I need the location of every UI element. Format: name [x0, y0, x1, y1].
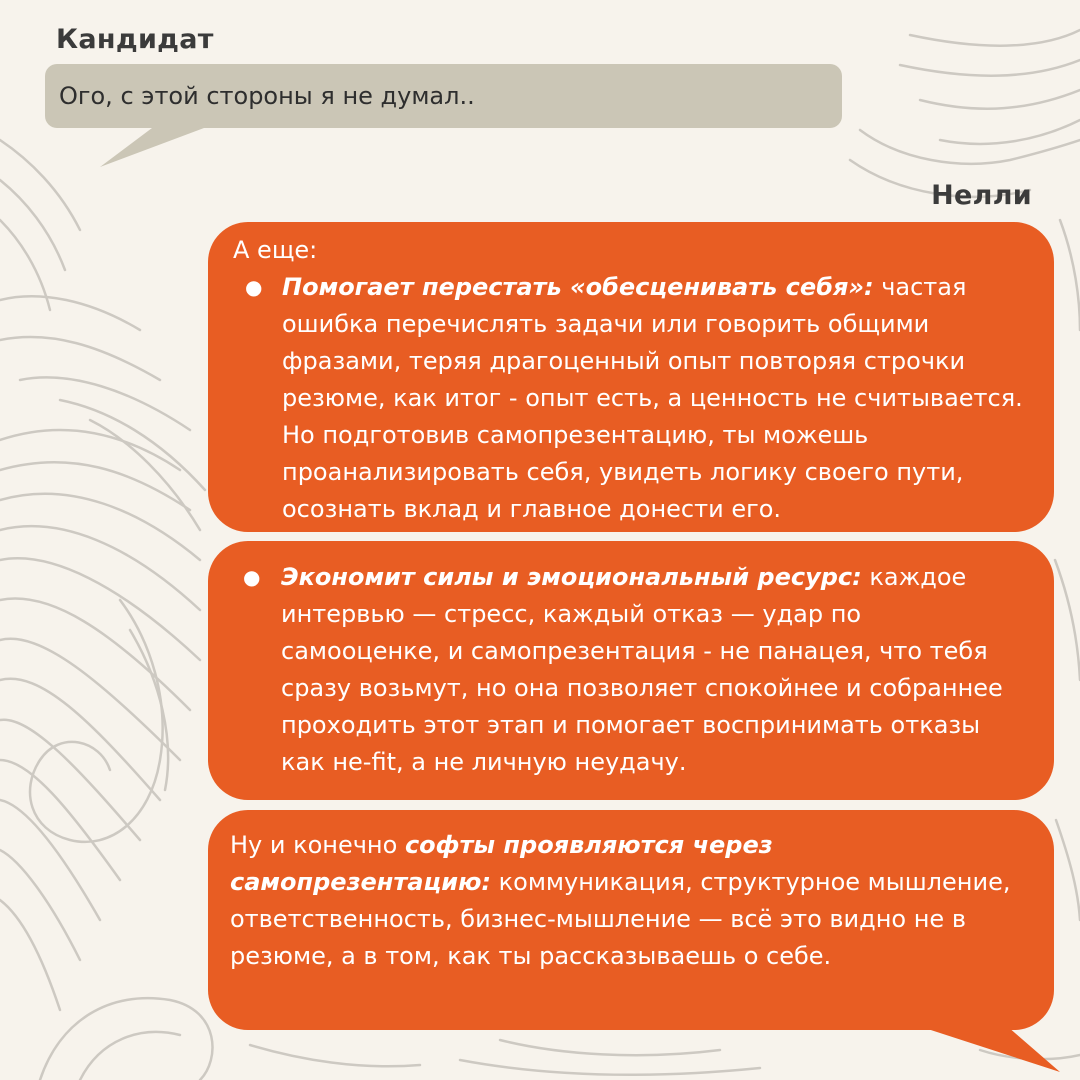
item-highlight: Экономит силы и эмоциональный ресурс:	[281, 563, 862, 591]
nelli-message-bubble-1	[208, 222, 1054, 532]
item-highlight: Помогает перестать «обесценивать себя»:	[282, 273, 874, 301]
list-item	[243, 559, 1024, 781]
bubble3-highlight: софты проявляются через самопрезентацию:	[230, 831, 773, 896]
nelli-message-bubble-2	[208, 541, 1054, 800]
candidate-message-text: Ого, с этой стороны я не думал..	[59, 82, 475, 110]
nelli-name: Нелли	[931, 180, 1032, 211]
bubble3-lead-text: Ну и конечно	[230, 831, 405, 859]
bubble-intro-text: А еще:	[233, 236, 318, 264]
bullet-icon: ●	[245, 275, 263, 299]
candidate-bubble-tail	[80, 122, 280, 182]
bubble3-text: коммуникация, структурное мышление, ответственность, бизнес-мышление — всё это видно не в резюме, а в том, как ты рассказываешь о себе.	[230, 868, 1011, 970]
item-text: каждое интервью — стресс, каждый отказ — удар по самооценке, и самопрезентация - не панацея, что тебя сразу возьмут, но она позволяет спокойнее и собраннее проходить этот этап и помогает воспринимать отказы как не-fit, а не личную неудачу.	[281, 563, 1003, 776]
candidate-name: Кандидат	[56, 24, 214, 55]
item-text: частая ошибка перечислять задачи или говорить общими фразами, теряя драгоценный опыт повторяя строчки резюме, как итог - опыт есть, а ценность не считывается. Но подготовив самопрезентацию, ты можешь проанализировать себя, увидеть логику своего пути, осознать вклад и главное донести его.	[282, 273, 1023, 523]
nelli-message-bubble-3	[208, 810, 1054, 1030]
bullet-icon: ●	[243, 565, 261, 589]
candidate-message-bubble	[45, 64, 842, 128]
list-item	[233, 269, 1024, 528]
